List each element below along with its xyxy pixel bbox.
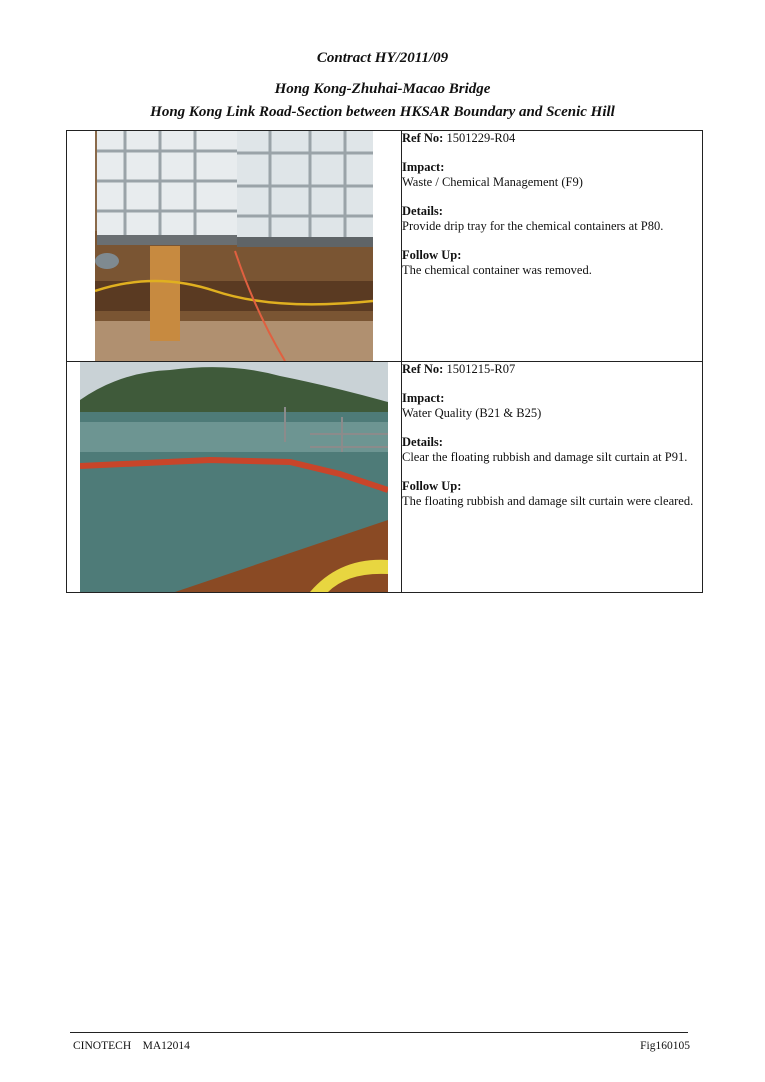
section-title: Hong Kong Link Road-Section between HKSAR Boundary and Scenic Hill [150, 104, 615, 120]
details-label: Details: [402, 435, 443, 449]
entry-details-cell [402, 131, 703, 362]
photo-cell [67, 131, 402, 362]
details-label: Details: [402, 204, 443, 218]
ref-value: 1501215-R07 [446, 362, 516, 376]
followup-value: The chemical container was removed. [402, 263, 592, 277]
impact-field [402, 160, 702, 190]
ref-field [402, 131, 702, 146]
ref-field [402, 362, 702, 377]
details-value: Clear the floating rubbish and damage silt curtain at P91. [402, 450, 688, 464]
details-value: Provide drip tray for the chemical containers at P80. [402, 219, 664, 233]
footer-company: CINOTECH MA12014 [73, 1040, 190, 1052]
impact-label: Impact: [402, 160, 445, 174]
followup-label: Follow Up: [402, 479, 462, 493]
entry-details-cell [402, 362, 703, 593]
impact-field [402, 391, 702, 421]
observation-table [66, 130, 703, 593]
impact-value: Waste / Chemical Management (F9) [402, 175, 583, 189]
ref-value: 1501229-R04 [446, 131, 516, 145]
ref-label: Ref No: [402, 131, 444, 145]
contract-title: Contract HY/2011/09 [316, 50, 449, 66]
followup-value: The floating rubbish and damage silt curtain were cleared. [402, 494, 694, 508]
followup-label: Follow Up: [402, 248, 462, 262]
footer-divider [70, 1032, 688, 1033]
photo-cell [67, 362, 402, 593]
ref-label: Ref No: [402, 362, 444, 376]
followup-field [402, 479, 702, 509]
table-row [67, 362, 703, 593]
footer-figure-number: Fig160105 [640, 1040, 690, 1052]
table-row [67, 131, 703, 362]
impact-label: Impact: [402, 391, 445, 405]
details-field [402, 204, 702, 234]
followup-field [402, 248, 702, 278]
details-field [402, 435, 702, 465]
photo-chemical-containers [95, 131, 373, 361]
photo-silt-curtain-water [80, 362, 388, 592]
project-title: Hong Kong-Zhuhai-Macao Bridge [274, 81, 491, 97]
impact-value: Water Quality (B21 & B25) [402, 406, 542, 420]
